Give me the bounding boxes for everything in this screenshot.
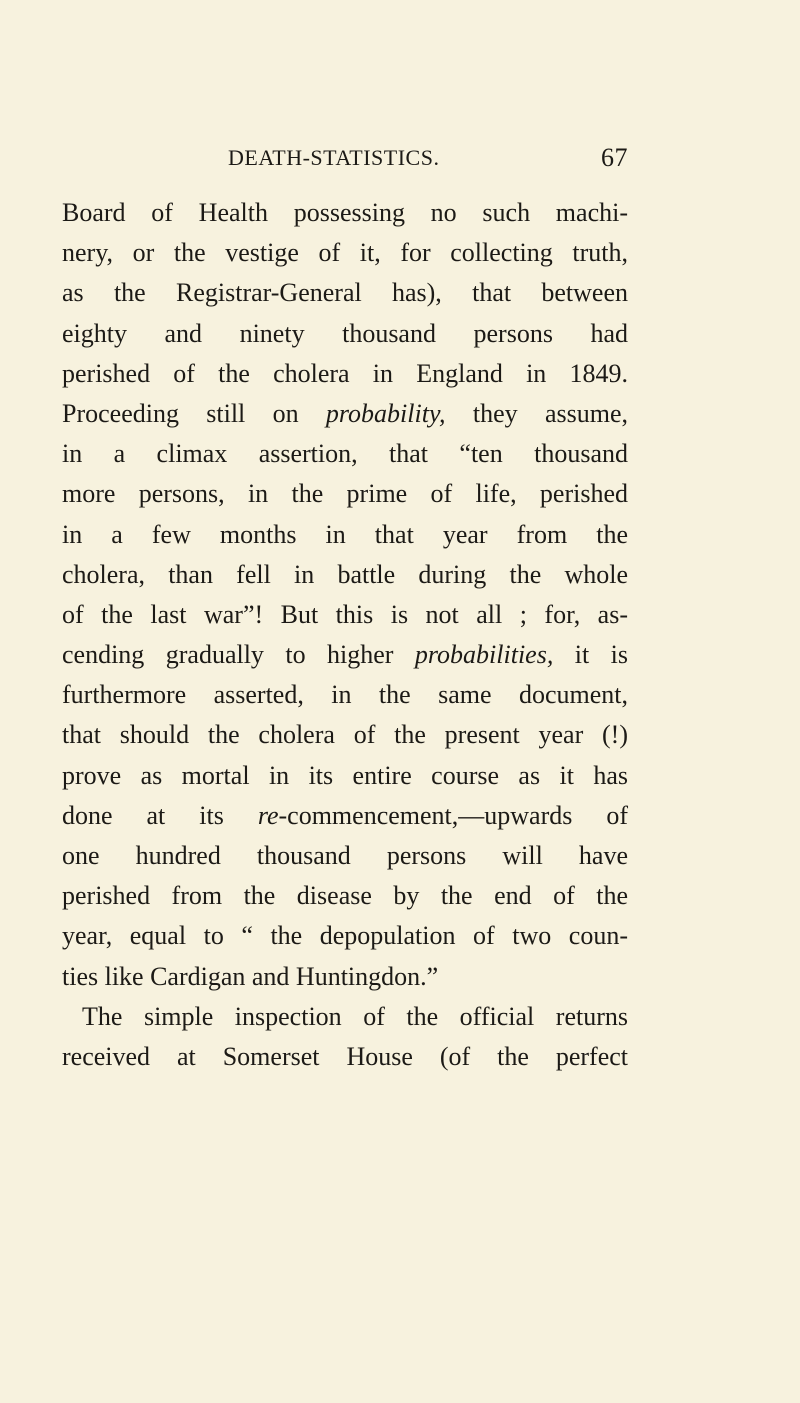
- text-run: Board of Health possessing no such machi-: [62, 198, 628, 227]
- text-run: cholera, than fell in battle during the whole: [62, 559, 628, 589]
- text-run: eighty and ninety thousand persons had: [62, 318, 628, 348]
- text-run: done at its: [62, 800, 258, 830]
- text-line: [62, 957, 628, 997]
- running-head: [228, 140, 628, 176]
- text-run: of the last war”! But this is not all ; for, as-: [62, 599, 628, 629]
- text-run: nery, or the vestige of it, for collecting truth,: [62, 238, 628, 268]
- text-line: [62, 314, 628, 354]
- text-run: perished from the disease by the end of the: [62, 881, 628, 911]
- text-run: furthermore asserted, in the same document,: [62, 680, 628, 710]
- text-run: received at Somerset House (of the perfect: [62, 1041, 628, 1071]
- text-run: it is: [553, 640, 628, 670]
- text-run: that should the cholera of the present year (!): [62, 720, 628, 750]
- text-run: in a few months in that year from the: [62, 519, 628, 549]
- text-run: The simple inspection of the official returns: [82, 1001, 628, 1031]
- text-run: year, equal to “ the depopulation of two coun-: [62, 921, 628, 951]
- text-run: ties like Cardigan and Huntingdon.”: [62, 961, 439, 991]
- text-run: more persons, in the prime of life, perished: [62, 479, 628, 509]
- text-run: cending gradually to higher: [62, 640, 415, 670]
- italic-text: re-: [257, 800, 288, 830]
- running-title: DEATH-STATISTICS.: [228, 145, 440, 170]
- text-line: [62, 997, 628, 1037]
- text-line: [62, 394, 628, 434]
- text-line: [62, 595, 628, 635]
- text-line: [62, 675, 628, 715]
- text-line: [62, 515, 628, 555]
- page-number: 67: [601, 143, 628, 172]
- text-run: one hundred thousand persons will have: [62, 841, 628, 870]
- text-run: commencement,—upwards of: [287, 800, 628, 830]
- text-line: [62, 1037, 628, 1077]
- text-line: [62, 836, 628, 876]
- text-line: [62, 434, 628, 474]
- italic-text: probabilities,: [414, 640, 554, 670]
- text-line: [62, 715, 628, 755]
- text-run: as the Registrar-General has), that between: [62, 278, 628, 308]
- text-line: [62, 273, 628, 313]
- body-text: [62, 193, 628, 1077]
- text-line: [62, 796, 628, 836]
- text-run: they assume,: [445, 398, 628, 428]
- text-line: [62, 635, 628, 675]
- italic-text: probability,: [325, 398, 446, 428]
- text-line: [62, 193, 628, 233]
- text-line: [62, 474, 628, 514]
- text-line: [62, 555, 628, 595]
- text-run: prove as mortal in its entire course as it has: [62, 760, 628, 790]
- text-line: [62, 354, 628, 394]
- text-run: in a climax assertion, that “ten thousand: [62, 439, 628, 469]
- text-run: Proceeding still on: [62, 398, 326, 428]
- text-run: perished of the cholera in England in 1849.: [62, 358, 628, 388]
- text-line: [62, 916, 628, 956]
- text-line: [62, 876, 628, 916]
- text-line: [62, 233, 628, 273]
- text-line: [62, 756, 628, 796]
